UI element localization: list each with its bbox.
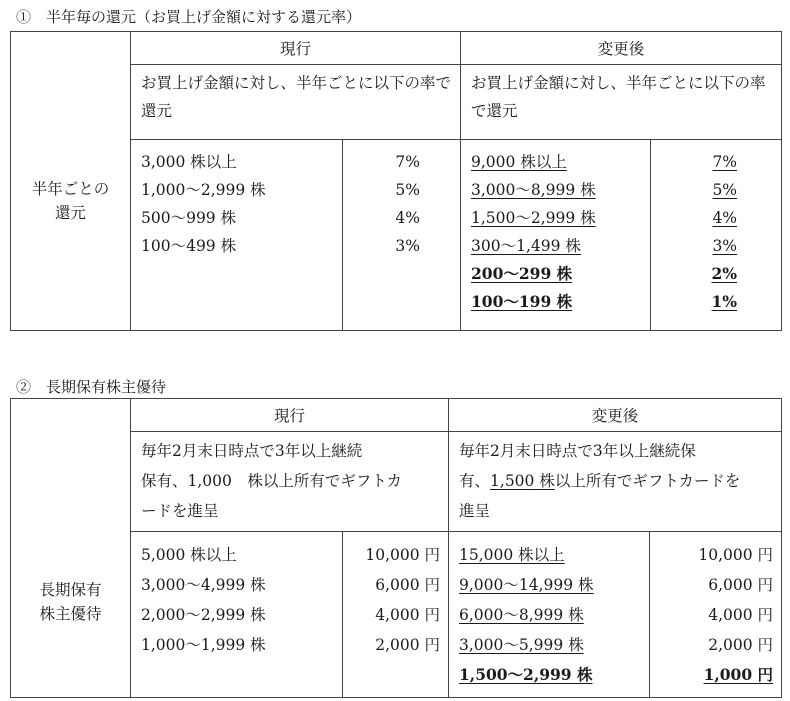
section2-after-amount: 4,000 円: [708, 606, 774, 624]
section2-current-amount: 4,000 円: [375, 606, 441, 624]
section1-table: [10, 31, 782, 331]
section1-after-desc-cell: [461, 65, 782, 140]
section2-after-amount: 2,000 円: [708, 636, 774, 654]
section1-row-label-line1: 半年ごとの: [31, 180, 110, 198]
section1-after-range: 300～1,499 株: [471, 237, 581, 255]
section1-after-range: 9,000 株以上: [471, 153, 567, 171]
section2-after-range: 15,000 株以上: [459, 546, 565, 564]
section2-current-range: 5,000 株以上: [141, 546, 237, 564]
section1-current-rate: 3%: [395, 237, 421, 255]
section1-after-desc: お買上げ金額に対し、半年ごとに以下の率で還元: [471, 74, 766, 120]
section2-title: ② 長期保有株主優待: [16, 378, 167, 396]
section1-after-rates: [651, 140, 782, 331]
section2-current-amount: 10,000 円: [365, 546, 441, 564]
section1-after-ranges: [461, 140, 651, 331]
section2-after-desc-line: 毎年2月末日時点で3年以上継続保: [459, 442, 696, 460]
section2-current-desc-line: 保有、1,000 株以上所有でギフトカ: [141, 472, 402, 490]
section2-after-desc-text: 有、: [459, 472, 491, 490]
section2-current-range: 3,000～4,999 株: [141, 576, 266, 594]
section1-header-after: 変更後: [461, 32, 782, 65]
section1-after-rate-new: 2%: [711, 264, 738, 283]
section1-current-range: 3,000 株以上: [141, 153, 237, 171]
section1-title: ① 半年毎の還元（お買上げ金額に対する還元率）: [16, 8, 362, 26]
section1-after-range: 3,000～8,999 株: [471, 181, 596, 199]
section1-after-rate: 3%: [712, 237, 738, 255]
section1-current-ranges: [131, 140, 343, 331]
section2-after-desc-threshold: 1,500: [490, 472, 535, 490]
section2-after-range: 6,000～8,999 株: [459, 606, 584, 624]
section1-current-range: 100～499 株: [141, 237, 237, 255]
section2-current-amounts: [343, 532, 449, 698]
section2-after-amount-new: 1,000 円: [703, 665, 774, 684]
section2-after-desc-unit: 株: [534, 472, 555, 490]
section1-after-range-new: 200～299 株: [471, 264, 573, 283]
section1-after-range-new: 100～199 株: [471, 292, 573, 311]
section1-header-current: 現行: [131, 32, 461, 65]
section1-current-desc: お買上げ金額に対し、半年ごとに以下の率で還元: [141, 74, 452, 120]
section2-row-label: [11, 399, 131, 698]
section2-row-label-line2: 株主優待: [39, 605, 102, 623]
section2-current-desc-line: 毎年2月末日時点で3年以上継続: [141, 442, 363, 460]
section1-row-label-line2: 還元: [54, 204, 86, 222]
section1-current-rate: 7%: [395, 153, 421, 171]
section1-current-rate: 4%: [395, 209, 421, 227]
section2-after-ranges: [449, 532, 650, 698]
section2-after-amount: 10,000 円: [698, 546, 774, 564]
section1-current-range: 500～999 株: [141, 209, 237, 227]
section2-after-desc-line: 進呈: [459, 502, 491, 520]
section2-after-range: 9,000～14,999 株: [459, 576, 594, 594]
section2-after-desc-text: 以上所有でギフトカードを: [554, 472, 741, 490]
section2-after-range-new: 1,500～2,999 株: [459, 665, 593, 684]
section2-current-range: 1,000～1,999 株: [141, 636, 266, 654]
section2-after-range: 3,000～5,999 株: [459, 636, 584, 654]
section1-current-range: 1,000～2,999 株: [141, 181, 266, 199]
section1-row-label: [11, 32, 131, 331]
section2-row-label-line1: 長期保有: [39, 581, 102, 599]
section2-current-range: 2,000～2,999 株: [141, 606, 266, 624]
section2-current-amount: 2,000 円: [375, 636, 441, 654]
section2-header-after: 変更後: [449, 399, 782, 432]
section2-table: [10, 398, 782, 698]
section2-current-desc-cell: [131, 432, 449, 532]
section1-after-range: 1,500～2,999 株: [471, 209, 596, 227]
section2-current-desc-line: ードを進呈: [141, 502, 219, 520]
section1-after-rate: 7%: [712, 153, 738, 171]
section1-current-rate: 5%: [395, 181, 421, 199]
section2-after-desc-cell: [449, 432, 782, 532]
section1-after-rate: 5%: [712, 181, 738, 199]
section2-after-amount: 6,000 円: [708, 576, 774, 594]
section2-header-current: 現行: [131, 399, 449, 432]
section1-current-rates: [343, 140, 461, 331]
section1-after-rate: 4%: [712, 209, 738, 227]
section2-current-ranges: [131, 532, 343, 698]
section2-after-amounts: [650, 532, 782, 698]
section2-current-amount: 6,000 円: [375, 576, 441, 594]
section1-current-desc-cell: [131, 65, 461, 140]
section1-after-rate-new: 1%: [711, 292, 738, 311]
